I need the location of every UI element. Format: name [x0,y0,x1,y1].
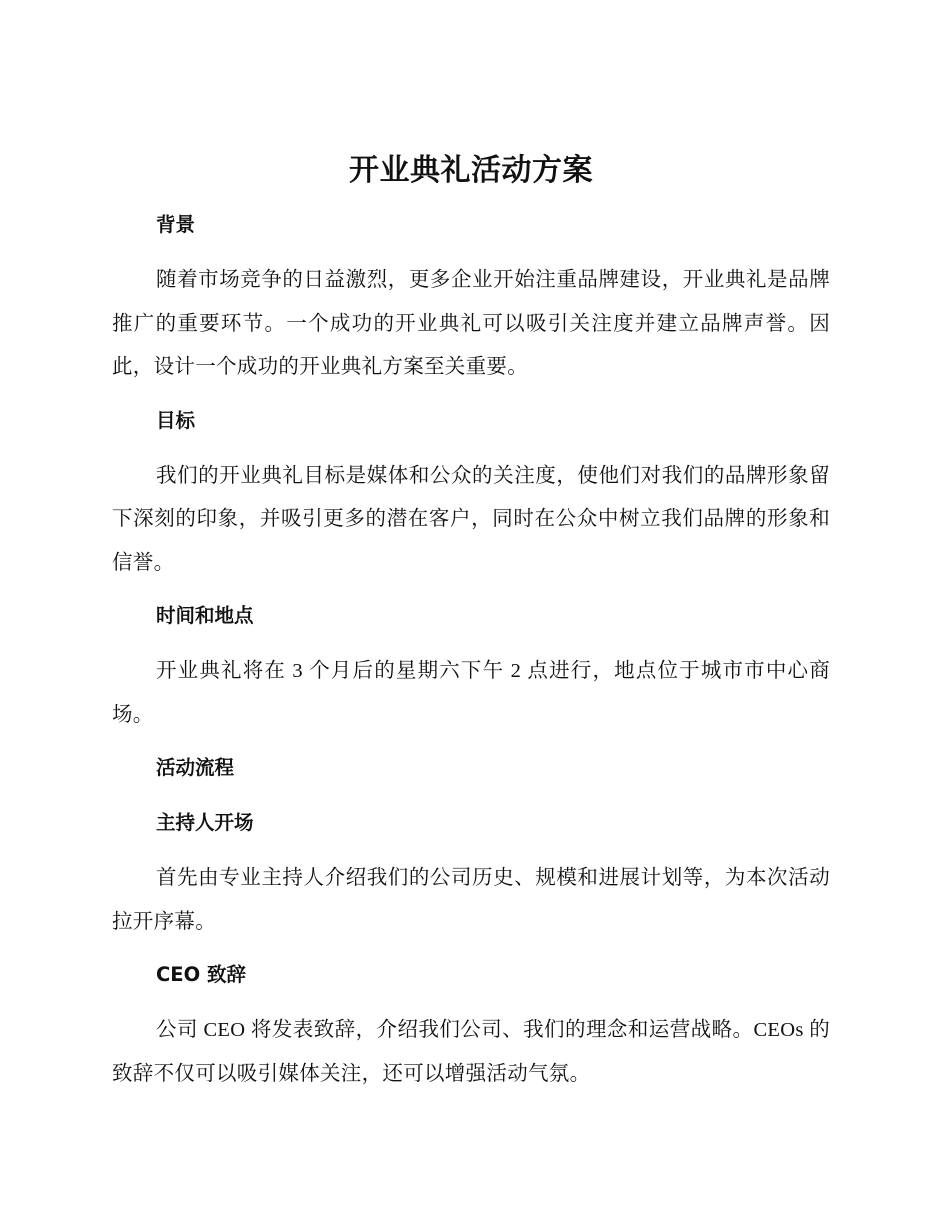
section-heading-host-opening: 主持人开场 [156,811,254,834]
section-heading-background: 背景 [156,213,196,236]
section-heading-ceo-speech: CEO 致辞 [156,963,246,986]
section-paragraph-ceo-speech: 公司 CEO 将发表致辞，介绍我们公司、我们的理念和运营战略。CEOs 的致辞不仅可以吸引媒体关注，还可以增强活动气氛。 [112,1019,830,1085]
section-heading-event-flow: 活动流程 [156,756,235,779]
section-paragraph-host-opening: 首先由专业主持人介绍我们的公司历史、规模和进展计划等，为本次活动拉开序幕。 [112,867,830,933]
section-paragraph-time-and-place: 开业典礼将在 3 个月后的星期六下午 2 点进行，地点位于城市市中心商场。 [112,660,830,726]
section-paragraph-goals: 我们的开业典礼目标是媒体和公众的关注度，使他们对我们的品牌形象留下深刻的印象，并吸引更多的潜在客户，同时在公众中树立我们品牌的形象和信誉。 [112,464,830,574]
document-title: 开业典礼活动方案 [349,153,593,188]
section-heading-time-and-place: 时间和地点 [156,604,254,627]
section-paragraph-background: 随着市场竞争的日益激烈，更多企业开始注重品牌建设，开业典礼是品牌推广的重要环节。一个成功的开业典礼可以吸引关注度并建立品牌声誉。因此，设计一个成功的开业典礼方案至关重要。 [112,269,830,378]
section-heading-goals: 目标 [156,408,196,432]
document-body [112,148,830,1096]
